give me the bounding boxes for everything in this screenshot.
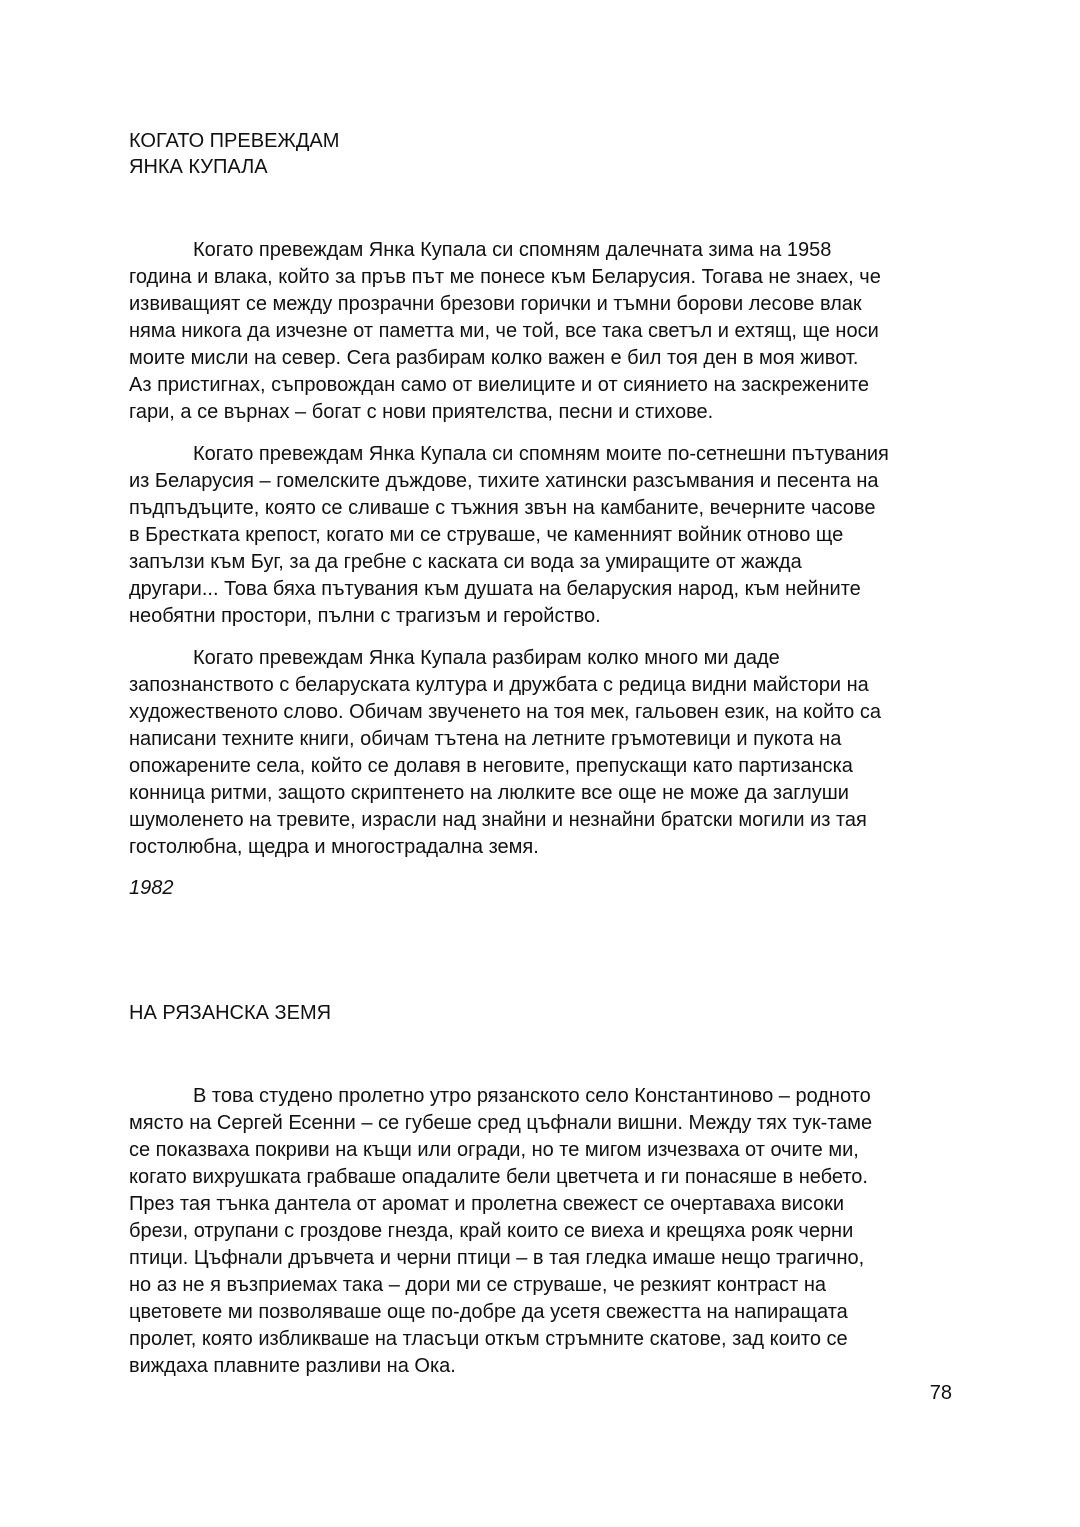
section1-title-line-1: КОГАТО ПРЕВЕЖДАМ	[129, 130, 340, 152]
text-line: Когато превеждам Янка Купала си спомням далечната зима на 1958	[193, 239, 832, 261]
text-line: Когато превеждам Янка Купала разбирам колко много ми даде	[193, 647, 780, 669]
text-line: в Брестката крепост, когато ми се струваше, че каменният войник отново ще	[129, 524, 844, 546]
text-line: запознанството с беларуската култура и дружбата с редица видни майстори на	[129, 674, 869, 696]
page-number: 78	[929, 1382, 952, 1404]
text-line: няма никога да изчезне от паметта ми, че той, все така светъл и ехтящ, ще носи	[129, 320, 879, 342]
text-line: брези, отрупани с гроздове гнезда, край които се виеха и крещяха рояк черни	[129, 1220, 854, 1242]
text-line: Аз пристигнах, съпровождан само от виелиците и от сиянието на заскрежените	[129, 374, 870, 396]
text-line: из Беларусия – гомелските дъждове, тихите хатински разсъмвания и песента на	[129, 470, 879, 492]
section2-paragraph-1	[129, 1083, 959, 1380]
text-line: гостолюбна, щедра и многострадална земя.	[129, 836, 539, 858]
text-line: но аз не я възприемах така – дори ми се струваше, че резкият контраст на	[129, 1274, 827, 1296]
section2-title: НА РЯЗАНСКА ЗЕМЯ	[129, 1002, 332, 1024]
text-line: През тая тънка дантела от аромат и пролетна свежест се очертаваха високи	[129, 1193, 845, 1215]
section1-title	[129, 128, 339, 180]
text-line: се показваха покриви на къщи или огради, но те мигом изчезваха от очите ми,	[129, 1139, 859, 1161]
section1-paragraph-3	[129, 645, 959, 861]
text-line: Когато превеждам Янка Купала си спомням моите по-сетнешни пътувания	[193, 443, 889, 465]
text-line: птици. Цъфнали дръвчета и черни птици – в тая гледка имаше нещо трагично,	[129, 1247, 865, 1269]
text-line: конница ритми, защото скриптенето на люлките все още не може да заглуши	[129, 782, 849, 804]
text-line: виждаха плавните разливи на Ока.	[129, 1355, 456, 1377]
text-line: запълзи към Буг, за да гребне с каската си вода за умиращите от жажда	[129, 551, 802, 573]
section1-date: 1982	[129, 877, 174, 899]
text-line: място на Сергей Есенни – се губеше сред цъфнали вишни. Между тях тук-таме	[129, 1112, 873, 1134]
text-line: другари... Това бяха пътувания към душата на беларуския народ, към нейните	[129, 578, 861, 600]
text-line: В това студено пролетно утро рязанското село Константиново – родното	[193, 1085, 871, 1107]
text-line: цветовете ми позволяваше още по-добре да усетя свежестта на напиращата	[129, 1301, 848, 1323]
text-line: шумоленето на тревите, израсли над знайни и незнайни братски могили из тая	[129, 809, 867, 831]
text-line: написани техните книги, обичам тътена на летните гръмотевици и пукота на	[129, 728, 842, 750]
section1-paragraph-1	[129, 237, 959, 426]
text-line: гари, а се върнах – богат с нови приятелства, песни и стихове.	[129, 401, 714, 423]
text-line: пъдпъдъците, която се сливаше с тъжния звън на камбаните, вечерните часове	[129, 497, 876, 519]
text-line: когато вихрушката грабваше опадалите бели цветчета и ги понасяше в небето.	[129, 1166, 868, 1188]
text-line: художественото слово. Обичам звученето на тоя мек, гальовен език, на който са	[129, 701, 881, 723]
text-line: необятни простори, пълни с трагизъм и геройство.	[129, 605, 601, 627]
text-line: моите мисли на север. Сега разбирам колко важен е бил тоя ден в моя живот.	[129, 347, 859, 369]
section1-paragraph-2	[129, 441, 959, 630]
text-line: година и влака, който за пръв път ме понесе към Беларусия. Тогава не знаех, че	[129, 266, 881, 288]
text-line: извиващият се между прозрачни брезови горички и тъмни борови лесове влак	[129, 293, 862, 315]
text-line: опожарените села, който се долавя в неговите, препускащи като партизанска	[129, 755, 853, 777]
section1-title-line-2: ЯНКА КУПАЛА	[129, 156, 268, 178]
text-line: пролет, която избликваше на тласъци откъм стръмните скатове, зад които се	[129, 1328, 848, 1350]
